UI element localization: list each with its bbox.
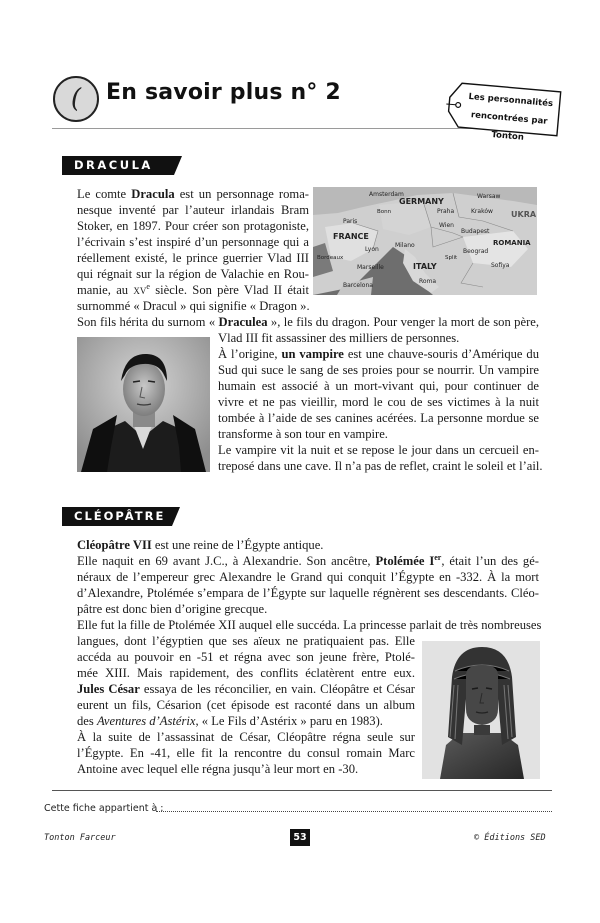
text-line: nesque inventé par l’auteur irlandais Bram [77,203,309,217]
section-heading-dracula: DRACULA [74,158,153,172]
text-line: Le vampire vit la nuit et se repose le jour dans un cercueil en- [218,443,539,457]
owner-fill-line[interactable] [156,811,552,812]
cleopatre-intro-col [77,537,542,633]
text-line: tombée à l’aide de ses canines acérées. La personne mordue se [218,411,539,425]
label-tag [444,77,564,141]
dracula-portrait-image [77,337,210,472]
map-label: Paris [343,218,358,225]
tag-line-2: rencontrées par Tonton [470,110,548,143]
map-label: Beograd [463,248,489,255]
dracula-paragraph-col [77,186,309,314]
text-line: Stoker, en 1897. Pour créer son protagoniste, [77,219,309,233]
text-line: Jules César essaya de les réconcilier, en vain. Cléopâtre et César [77,682,415,696]
map-label: Praha [437,208,455,215]
section-banner-dracula [62,156,182,175]
owner-label: Cette fiche appartient à : [44,803,164,814]
text-line: surnommé « Dracul » qui signifie « Dragon ». [77,299,310,313]
text-line: manie, au $xv^e$ siècle. Son père Vlad II était [77,281,310,297]
footer-publisher-series: Tonton Farceur [44,833,116,843]
page-title: En savoir plus n° 2 [106,80,341,105]
cleopatre-statue-image [422,641,540,779]
cleopatre-story-col [77,633,415,777]
text-line: Le comte Dracula est un personnage roma- [77,187,309,201]
footer-rule [52,790,552,791]
map-label: Bordeaux [317,255,344,261]
text-line: néraux de l’empereur grec Alexandre le Grand qui conquit l’Égypte en -332. À la mort [77,570,539,584]
text-line: treposé dans une cave. Il n’a pas de reflet, craint le soleil et l’ail. [218,459,543,473]
text-line: Sud qui suce le sang de ses proies pour se nourrir. Un vampire [218,363,539,377]
map-label: Marseille [357,264,384,271]
text-line: Vlad III fit assassiner des milliers de personnes. [218,331,460,345]
section-heading-cleopatre: CLÉOPÂTRE [74,509,166,523]
text-line: Son fils hérita du surnom « Draculea », le fils du dragon. Pour venger la mort de son père, [77,315,539,329]
text-line: Elle fut la fille de Ptolémée XII auquel elle succéda. La princesse parlait de très nombreuses [77,618,542,632]
text-line: l’écrivain s’est inspiré d’un personnage qui a [77,235,309,249]
text-line: des Aventures d’Astérix, « Le Fils d’Astérix » paru en 1983). [77,714,383,728]
text-line: langues, dont l’égyptien que ses aïeux ne pratiquaient pas. Elle [77,634,415,648]
map-label: Budapest [461,228,490,235]
map-label: Milano [395,242,415,249]
text-line: transforme à son tour en vampire. [218,427,388,441]
footer-copyright: © Éditions SED [474,833,546,843]
chapter-badge-glyph: ( [70,84,82,114]
page-number: 53 [290,829,310,846]
text-line: qui régnait sur la région de Valachie en Rou- [77,267,309,281]
text-line: réellement existé, le prince guerrier Vlad III [77,251,309,265]
map-label: Split [445,255,458,261]
text-line: Cléopâtre VII est une reine de l’Égypte antique. [77,538,324,552]
text-line: À l’origine, un vampire est une chauve-souris d’Amérique du [218,347,540,361]
text-line: vivre et ne pas vieillir, mord le cou de ses victimes à la nuit [218,395,539,409]
text-line: eurent un fils, Césarion (cet épisode est raconté dans un album [77,698,415,712]
map-label: Wien [439,222,454,229]
text-line: À la suite de l’assassinat de César, Cléopâtre régna seule sur [77,730,415,744]
text-line: d’Alexandre, Ptolémée s’empara de l’Égypte sur laquelle régnèrent ses descendants. Cléo- [77,586,539,600]
map-label: FRANCE [333,232,369,241]
text-line: pâtre est donc bien d’origine grecque. [77,602,268,616]
map-label: Warsaw [477,193,501,200]
text-line: l’Égypte. En -41, elle fit la rencontre du consul romain Marc [77,746,415,760]
map-label: Sofiya [491,262,510,269]
map-label: GERMANY [399,197,444,206]
tag-line-1: Les personnalités [468,91,554,110]
map-label: Lyon [365,246,379,253]
map-label: Amsterdam [369,191,404,198]
text-line: humain est associé à un mort-vivant qui, pour continuer de [218,379,539,393]
text-line: Antoine avec lequel elle régna jusqu’à leur mort en -30. [77,762,359,776]
map-label: Roma [419,278,437,285]
map-label: UKRA [511,210,537,219]
chapter-badge [53,76,99,122]
map-label: Barcelona [343,282,373,289]
map-label: Kraków [471,208,493,215]
europe-map-image [313,187,537,295]
map-label: Bonn [377,209,392,215]
text-line: accéda au pouvoir en -51 et régna avec son jeune frère, Ptolé- [77,650,415,664]
text-line: Elle naquit en 69 avant J.C., à Alexandrie. Son ancêtre, Ptolémée Ier, était l’un des gé- [77,552,539,568]
section-banner-cleopatre [62,507,180,526]
map-label: ROMANIA [493,239,531,247]
map-label: ITALY [413,262,437,271]
text-line: mée XIII. Mais rapidement, des conflits éclatèrent entre eux. [77,666,415,680]
dracula-vampire-col [218,330,543,474]
